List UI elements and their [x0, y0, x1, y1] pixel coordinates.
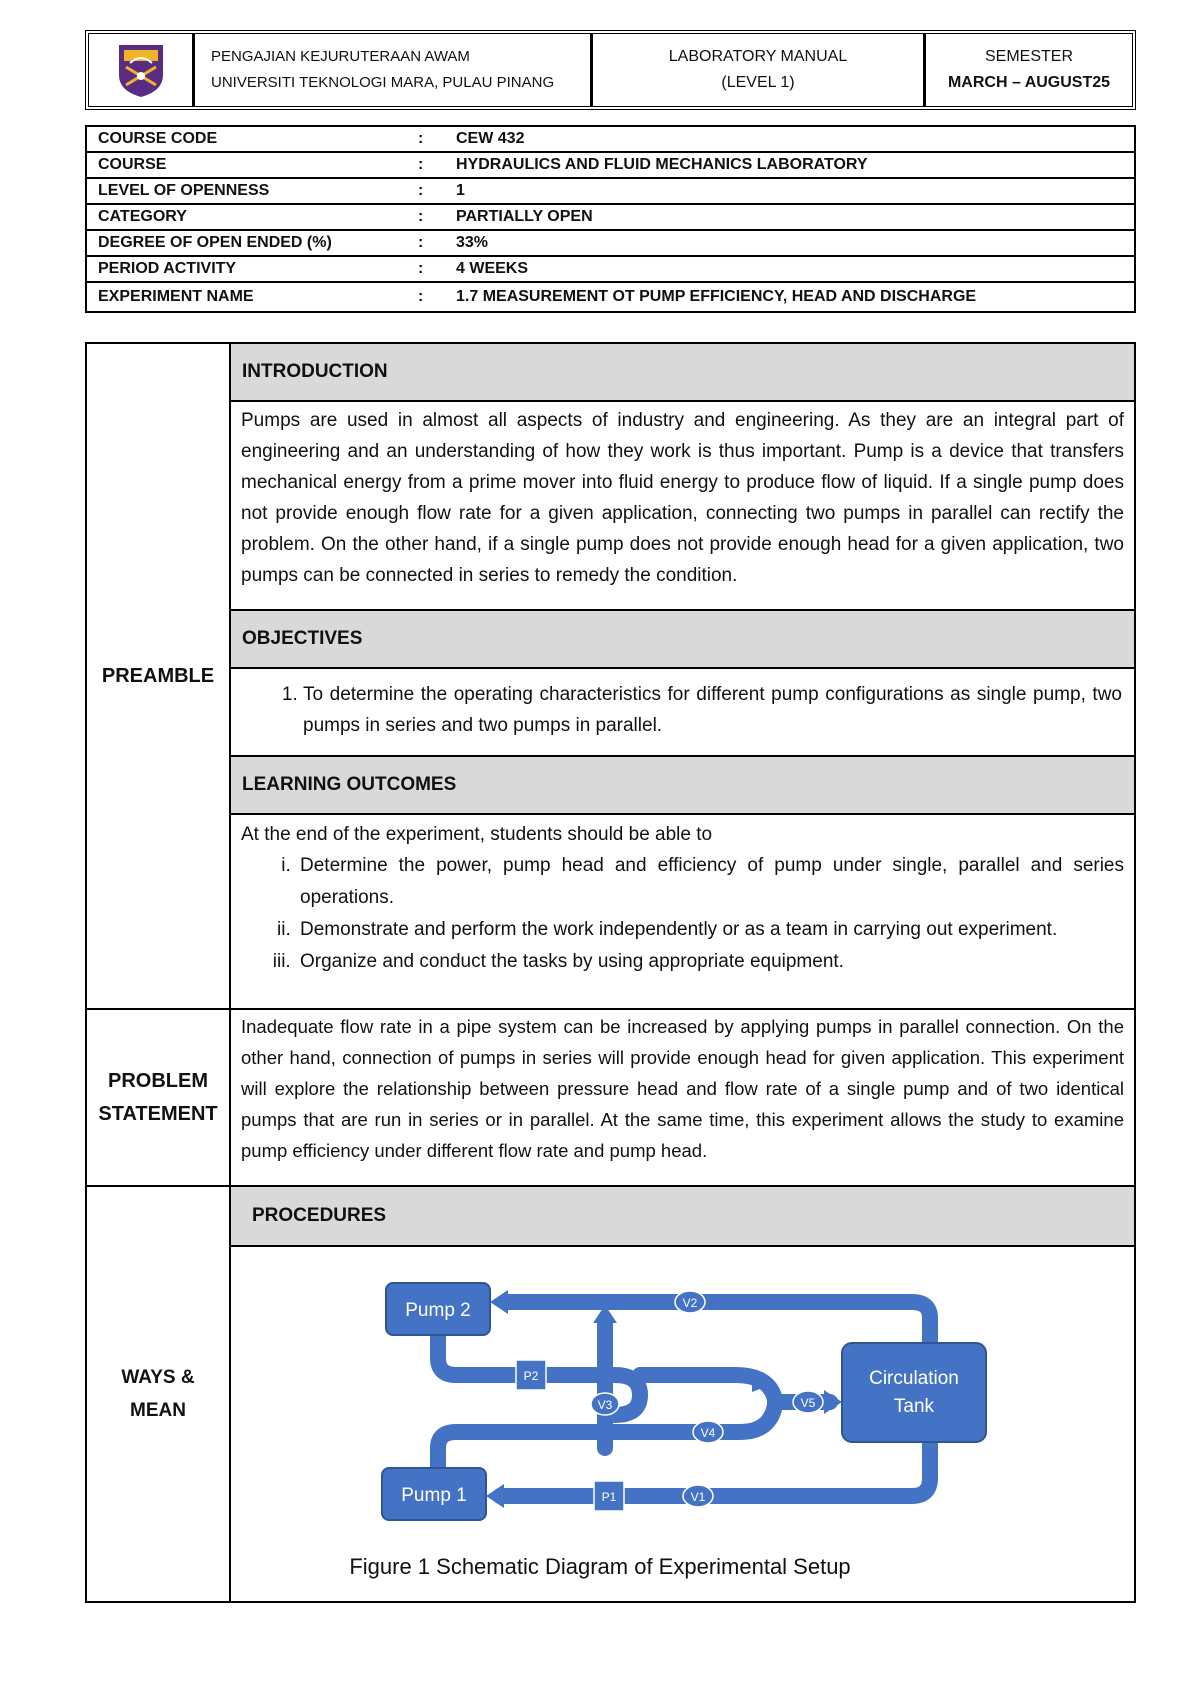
outcome-item: ii. Demonstrate and perform the work independently or as a team in carrying out experiment.	[296, 914, 1124, 946]
outcomes-intro: At the end of the experiment, students should be able to	[241, 824, 713, 845]
outcome-item: iii. Organize and conduct the tasks by using appropriate equipment.	[296, 946, 1124, 978]
info-value: CEW 432	[456, 130, 525, 147]
university-name: UNIVERSITI TEKNOLOGI MARA, PULAU PINANG	[211, 74, 555, 91]
ways-label-line1: WAYS &	[121, 1367, 195, 1388]
procedures-heading: PROCEDURES	[231, 1187, 1134, 1247]
valve-v2-label: V2	[682, 1296, 698, 1310]
valve-v1-label: V1	[690, 1490, 706, 1504]
arrow-to-tank-icon	[824, 1390, 842, 1414]
gauge-p2-label: P2	[523, 1369, 539, 1383]
info-colon: :	[418, 288, 424, 305]
info-value: PARTIALLY OPEN	[456, 208, 593, 225]
arrow-to-pump2-icon	[490, 1290, 508, 1314]
info-colon: :	[418, 156, 424, 173]
info-key: LEVEL OF OPENNESS	[98, 182, 270, 199]
gauge-p1-label: P1	[601, 1490, 617, 1504]
info-value: 33%	[456, 234, 489, 251]
info-value: 1	[456, 182, 465, 199]
problem-label-line1: PROBLEM	[108, 1069, 208, 1092]
info-key: CATEGORY	[98, 208, 187, 225]
pipe-v2	[505, 1302, 930, 1343]
info-value: 4 WEEKS	[456, 260, 529, 277]
semester-value: MARCH – AUGUST25	[947, 74, 1111, 91]
valve-v3-label: V3	[597, 1398, 613, 1412]
objectives-heading: OBJECTIVES	[231, 609, 1134, 669]
info-key: DEGREE OF OPEN ENDED (%)	[98, 234, 332, 251]
introduction-heading: INTRODUCTION	[231, 344, 1134, 402]
circulation-tank-box	[842, 1343, 986, 1442]
problem-statement-text: Inadequate flow rate in a pipe system can be increased by applying pumps in parallel connection. On the other hand, connection of pumps in series will provide enough head for given application. This experiment will explore the relationship between pressure head and flow rate of a single pump and of two identical pumps that are run in series or in parallel. At the same time, this experiment allows the study to examine pump efficiency under different flow rate and pump head.	[241, 1016, 1124, 1161]
problem-label-line2: STATEMENT	[98, 1102, 218, 1125]
info-key: COURSE CODE	[98, 130, 218, 147]
preamble-label: PREAMBLE	[87, 344, 231, 1008]
info-colon: :	[418, 234, 424, 251]
info-key: PERIOD ACTIVITY	[98, 260, 237, 277]
introduction-text: Pumps are used in almost all aspects of industry and engineering. As they are an integral part of engineering and an understanding of how they work is thus important. Pump is a device that transfers mechanical energy from a prime mover into fluid energy to produce flow of liquid. If a single pump does not provide enough flow rate for a given application, connecting two pumps in parallel can rectify the problem. On the other hand, if a single pump does not provide enough head for a given application, two pumps can be connected in series to remedy the condition.	[241, 410, 1124, 586]
manual-title: LABORATORY MANUAL	[668, 48, 848, 65]
valve-v5-label: V5	[800, 1396, 816, 1410]
pump-2-label: Pump 2	[405, 1300, 471, 1321]
info-key: EXPERIMENT NAME	[98, 288, 254, 305]
info-colon: :	[418, 208, 424, 225]
info-value: HYDRAULICS AND FLUID MECHANICS LABORATORY	[456, 156, 868, 173]
arrow-to-pump1-icon	[486, 1484, 504, 1508]
info-colon: :	[418, 130, 424, 147]
pump-1-label: Pump 1	[401, 1485, 467, 1506]
outcome-item: i. Determine the power, pump head and efficiency of pump under single, parallel and series operations.	[296, 850, 1124, 914]
pipe-v1	[500, 1442, 930, 1496]
manual-level: (LEVEL 1)	[721, 74, 795, 91]
info-colon: :	[418, 260, 424, 277]
ways-label-line2: MEAN	[130, 1400, 186, 1421]
tank-label-line2: Tank	[893, 1396, 935, 1417]
info-value: 1.7 MEASUREMENT OT PUMP EFFICIENCY, HEAD AND DISCHARGE	[456, 288, 977, 305]
info-colon: :	[418, 182, 424, 199]
department-name: PENGAJIAN KEJURUTERAAN AWAM	[211, 48, 470, 65]
objective-item: 1. To determine the operating characteristics for different pump configurations as single pump, two pumps in series and two pumps in parallel.	[303, 679, 1122, 741]
learning-outcomes-heading: LEARNING OUTCOMES	[231, 755, 1134, 815]
tank-label-line1: Circulation	[869, 1368, 959, 1389]
info-key: COURSE	[98, 156, 167, 173]
semester-label: SEMESTER	[984, 48, 1073, 65]
valve-v4-label: V4	[700, 1426, 716, 1440]
figure-caption: Figure 1 Schematic Diagram of Experimental Setup	[349, 1554, 851, 1579]
